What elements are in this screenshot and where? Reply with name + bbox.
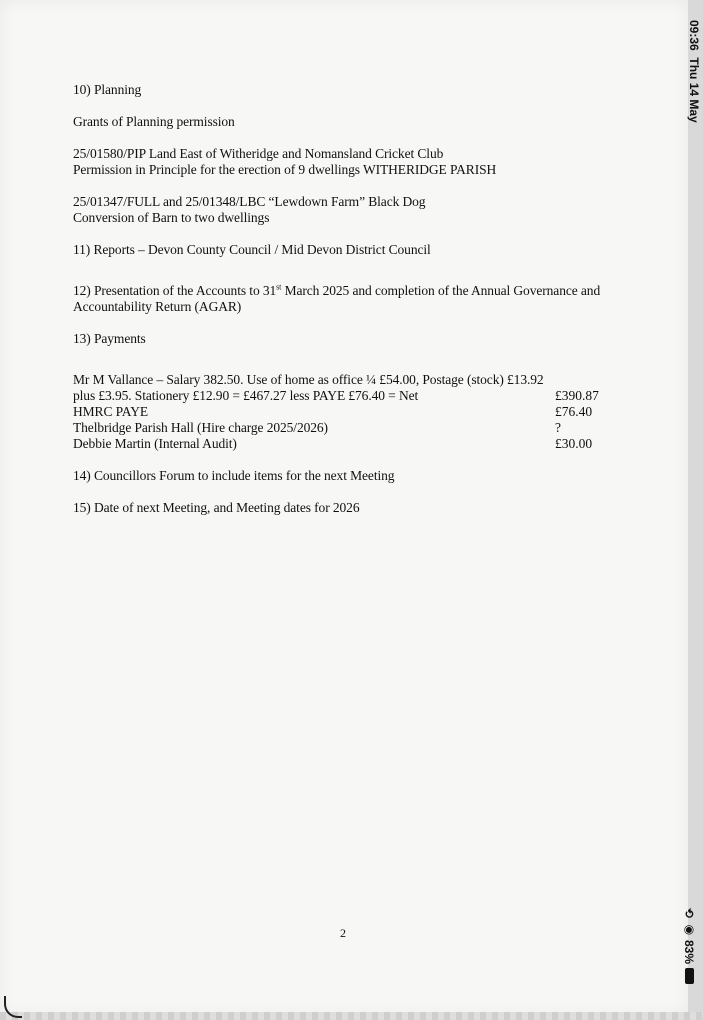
status-bar-indicators — [679, 908, 699, 984]
payment-amount-paye: £76.40 — [555, 404, 593, 419]
item-12-line-1 — [73, 283, 600, 299]
status-date: Thu 14 May — [687, 57, 701, 123]
status-time: 09:36 — [687, 20, 701, 51]
location-icon: ◉ — [682, 922, 696, 937]
item-12-text-b: March 2025 and completion of the Annual Governance and — [281, 283, 601, 298]
status-bar-time-date — [677, 20, 701, 123]
application-2-description: Conversion of Barn to two dwellings — [73, 210, 270, 225]
bottom-edge — [0, 1012, 703, 1020]
payment-line-5: Debbie Martin (Internal Audit) — [73, 436, 237, 451]
payment-amount-hall: ? — [555, 420, 561, 435]
screen-rotation-icon: ⟲ — [682, 908, 696, 919]
page-number: 2 — [340, 926, 346, 940]
payment-amount-audit: £30.00 — [555, 436, 593, 451]
application-1-description: Permission in Principle for the erection of 9 dwellings WITHERIDGE PARISH — [73, 162, 497, 177]
payment-line-1: Mr M Vallance – Salary 382.50. Use of home as office ¼ £54.00, Postage (stock) £13.92 — [73, 372, 544, 387]
item-15-next-meeting: 15) Date of next Meeting, and Meeting dates for 2026 — [73, 500, 360, 515]
application-1-reference: 25/01580/PIP Land East of Witheridge and Nomansland Cricket Club — [73, 146, 444, 161]
application-2-reference: 25/01347/FULL and 25/01348/LBC “Lewdown Farm” Black Dog — [73, 194, 426, 209]
payment-line-2: plus £3.95. Stationery £12.90 = £467.27 less PAYE £76.40 = Net — [73, 388, 419, 403]
payment-amount-net: £390.87 — [555, 388, 599, 403]
payment-line-3: HMRC PAYE — [73, 404, 149, 419]
item-14-councillors-forum: 14) Councillors Forum to include items for the next Meeting — [73, 468, 395, 483]
battery-percent: 83% — [682, 940, 696, 965]
grants-heading: Grants of Planning permission — [73, 114, 235, 129]
payment-line-4: Thelbridge Parish Hall (Hire charge 2025/2026) — [73, 420, 328, 435]
item-12-line-2: Accountability Return (AGAR) — [73, 299, 242, 314]
item-11-reports: 11) Reports – Devon County Council / Mid Devon District Council — [73, 242, 431, 257]
item-12-superscript: st — [276, 282, 282, 292]
item-13-payments: 13) Payments — [73, 331, 146, 346]
item-12-text-a: 12) Presentation of the Accounts to 31 — [73, 283, 277, 298]
planning-heading: 10) Planning — [73, 82, 142, 97]
battery-icon — [685, 968, 694, 984]
